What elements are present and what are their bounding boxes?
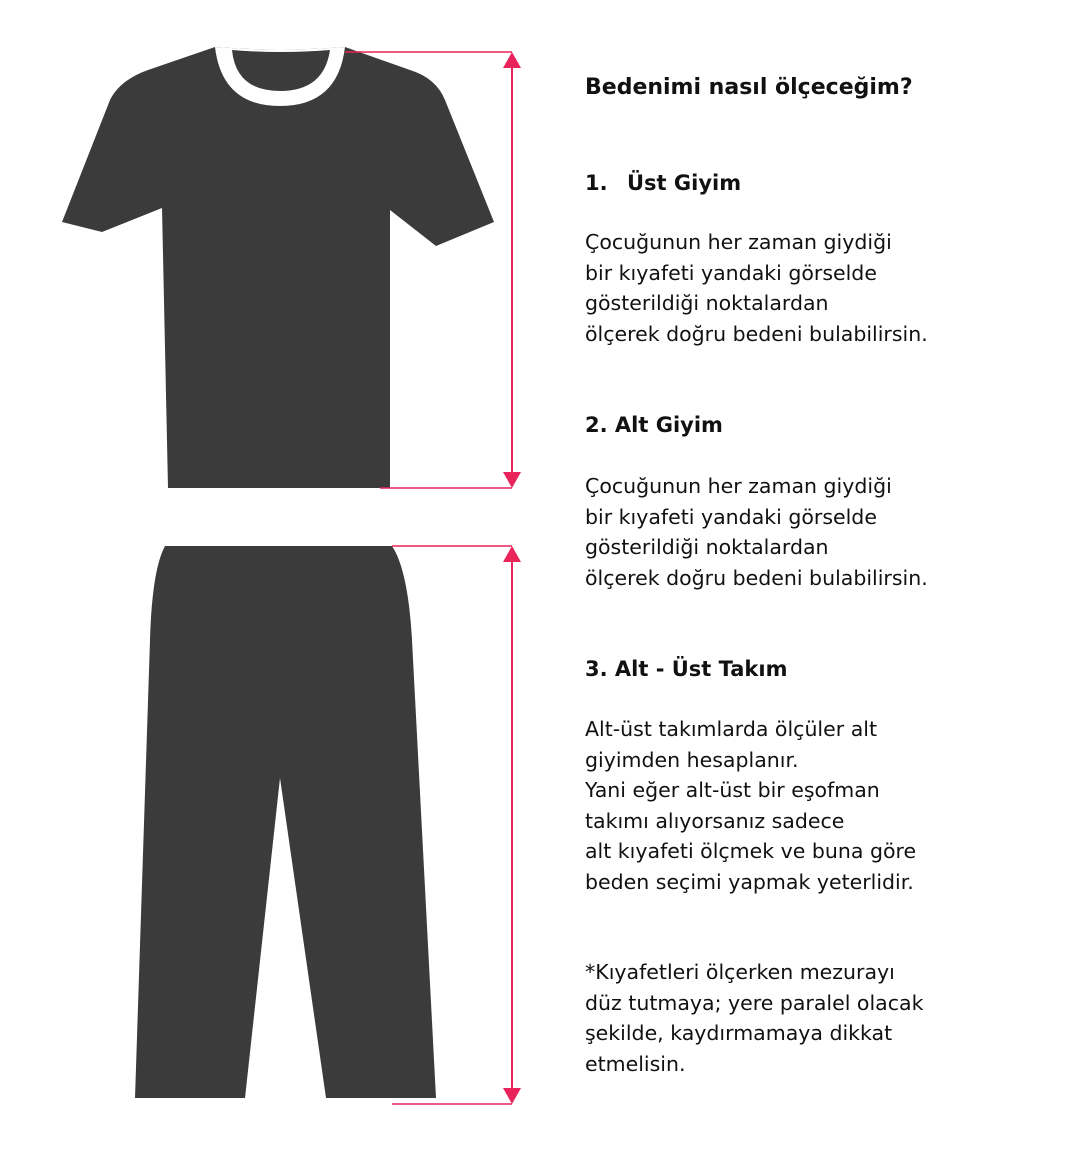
body-line: giyimden hesaplanır. xyxy=(585,747,799,772)
page-title: Bedenimi nasıl ölçeceğim? xyxy=(585,75,913,100)
section-heading-alt-giyim xyxy=(585,408,723,442)
body-line: alt kıyafeti ölçmek ve buna göre xyxy=(585,839,917,863)
body-line: ölçerek doğru bedeni bulabilirsin. xyxy=(585,321,928,346)
body-line: takımı alıyorsanız sadece xyxy=(585,808,845,833)
double-arrow-icon xyxy=(503,1088,521,1104)
note-line: etmelisin. xyxy=(585,1051,686,1076)
note-line: *Kıyafetleri ölçerken mezurayı xyxy=(585,960,895,984)
body-line: Çocuğunun her zaman giydiği xyxy=(585,230,892,254)
body-line: ölçerek doğru bedeni bulabilirsin. xyxy=(585,565,928,590)
section-number: 1. xyxy=(585,171,608,195)
body-line: Çocuğunun her zaman giydiği xyxy=(585,474,892,498)
note-line: düz tutmaya; yere paralel olacak xyxy=(585,990,924,1015)
note-line: şekilde, kaydırmamaya dikkat xyxy=(585,1021,893,1045)
section-heading-alt-ust-takim xyxy=(585,652,787,686)
section-heading-text: Alt - Üst Takım xyxy=(614,657,788,681)
section-number: 3. xyxy=(585,657,608,681)
section-body-alt-ust-takim xyxy=(585,714,916,897)
section-body-alt-giyim xyxy=(585,471,928,593)
double-arrow-icon xyxy=(503,546,521,562)
double-arrow-icon xyxy=(503,52,521,68)
section-heading-ust-giyim xyxy=(585,166,741,200)
section-body-ust-giyim xyxy=(585,227,928,349)
section-heading-text: Üst Giyim xyxy=(627,171,742,195)
body-line: Alt-üst takımlarda ölçüler alt xyxy=(585,717,877,741)
measurement-note xyxy=(585,957,923,1079)
body-line: Yani eğer alt-üst bir eşofman xyxy=(585,778,880,802)
double-arrow-icon xyxy=(503,472,521,488)
body-line: bir kıyafeti yandaki görselde xyxy=(585,504,877,529)
section-number: 2. xyxy=(585,413,608,437)
pants-icon xyxy=(135,546,436,1098)
body-line: beden seçimi yapmak yeterlidir. xyxy=(585,869,914,894)
body-line: gösterildiği noktalardan xyxy=(585,291,829,315)
tshirt-icon xyxy=(62,47,494,488)
section-heading-text: Alt Giyim xyxy=(614,413,723,437)
body-line: gösterildiği noktalardan xyxy=(585,535,829,559)
body-line: bir kıyafeti yandaki görselde xyxy=(585,260,877,285)
